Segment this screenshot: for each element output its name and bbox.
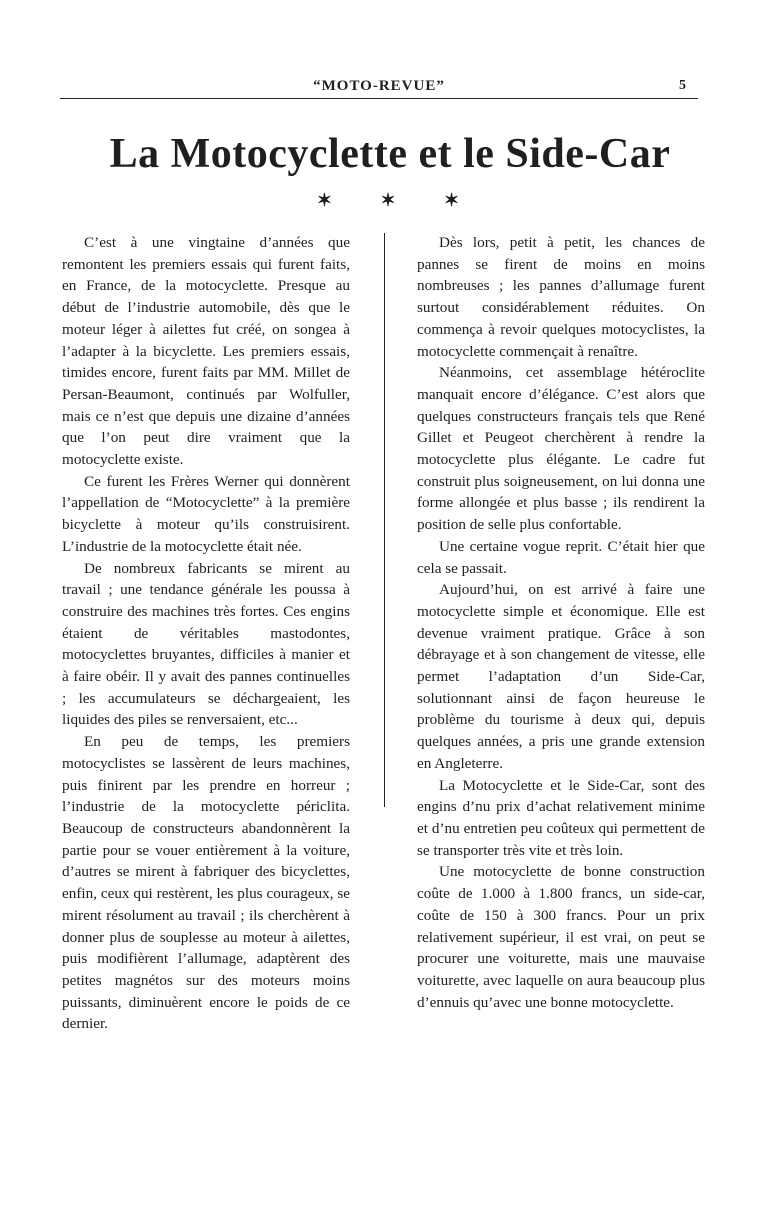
paragraph: En peu de temps, les premiers motocyclistes se lassèrent de leurs machines, puis finirent par les prendre en horreur ; l’industrie de la motocyclette périclita. Beaucoup de constructeurs abandonnèrent la partie pour se vouer entièrement à la voiture, d’autres se mirent à fabriquer des bicyclettes, enfin, ceux qui restèrent, les plus courageux, se mirent résolument au travail ; ils cherchèrent à donner plus de souplesse au moteur à ailettes, puis modifièrent l’allumage, adaptèrent des petites magnétos sur des moteurs moins puissants, diminuèrent encore le poids de ce dernier. <box>62 733 350 1033</box>
page-number: 5 <box>679 78 686 93</box>
title-ornament: ✶ ✶ ✶ <box>316 190 482 210</box>
paragraph: Néanmoins, cet assemblage hétéroclite manquait encore d’élégance. C’est alors que quelques constructeurs français tels que René Gillet et Peugeot cherchèrent à rendre la motocyclette plus élégante. Le cadre fut construit plus soigneusement, on lui donna une forme allongée et plus basse ; ils rendirent la position de selle plus confortable. <box>417 364 705 534</box>
page-header <box>60 76 698 99</box>
paragraph: Une certaine vogue reprit. C’était hier que cela se passait. <box>417 537 705 577</box>
paragraph: Ce furent les Frères Werner qui donnèrent l’appellation de “Motocyclette” à la première bicyclette à moteur qu’ils construisirent. L’industrie de la motocyclette était née. <box>62 472 350 555</box>
running-title: “MOTO-REVUE” <box>313 78 445 94</box>
paragraph: Dès lors, petit à petit, les chances de pannes se firent de moins en moins nombreuses ; les pannes d’allumage furent surtout considérablement réduites. On commença à revoir quelques motocyclistes, la motocyclette commençait à renaître. <box>417 234 705 360</box>
left-column <box>62 232 350 1035</box>
paragraph: La Motocyclette et le Side-Car, sont des engins d’nu prix d’achat relativement minime et d’nu entretien peu coûteux qui permettent de se transporter très vite et très loin. <box>417 776 705 859</box>
paragraph: C’est à une vingtaine d’années que remontent les premiers essais qui furent faits, en France, de la motocyclette. Presque au début de l’industrie automobile, dès que le moteur léger à ailettes fut créé, on songea à l’adapter à la bicyclette. Les premiers essais, timides encore, furent faits par MM. Millet de Persan-Beaumont, continués par Wolfuller, mais ce n’est que depuis une dizaine d’années que l’on peut dire vraiment que la motocyclette existe. <box>62 234 350 469</box>
paragraph: Une motocyclette de bonne construction coûte de 1.000 à 1.800 francs, un side-car, coûte de 150 à 300 francs. Pour un prix relativement supérieur, il est vrai, on peut se procurer une voiturette, mais une mauvaise voiturette, avec laquelle on aura beaucoup plus d’ennuis qu’avec une bonne motocyclette. <box>417 863 705 1011</box>
article-title: La Motocyclette et le Side-Car <box>109 131 671 177</box>
right-column <box>417 232 705 1013</box>
paragraph: Aujourd’hui, on est arrivé à faire une motocyclette simple et économique. Elle est devenue vraiment pratique. Grâce à son débrayage et à son changement de vitesse, elle permet l’adaptation d’un Side-Car, solutionnant ainsi de façon heureuse le problème du tourisme à deux qui, depuis quelques années, a pris une grande extension en Angleterre. <box>417 581 705 772</box>
paragraph: De nombreux fabricants se mirent au travail ; une tendance générale les poussa à construire des machines très fortes. Ces engins étaient de véritables mastodontes, motocyclettes bruyantes, difficiles à manier et à faire obéir. Il y avait des pannes continuelles ; les accumulateurs se déchargeaient, les liquides des piles se renversaient, etc... <box>62 559 350 729</box>
column-divider <box>384 233 385 807</box>
